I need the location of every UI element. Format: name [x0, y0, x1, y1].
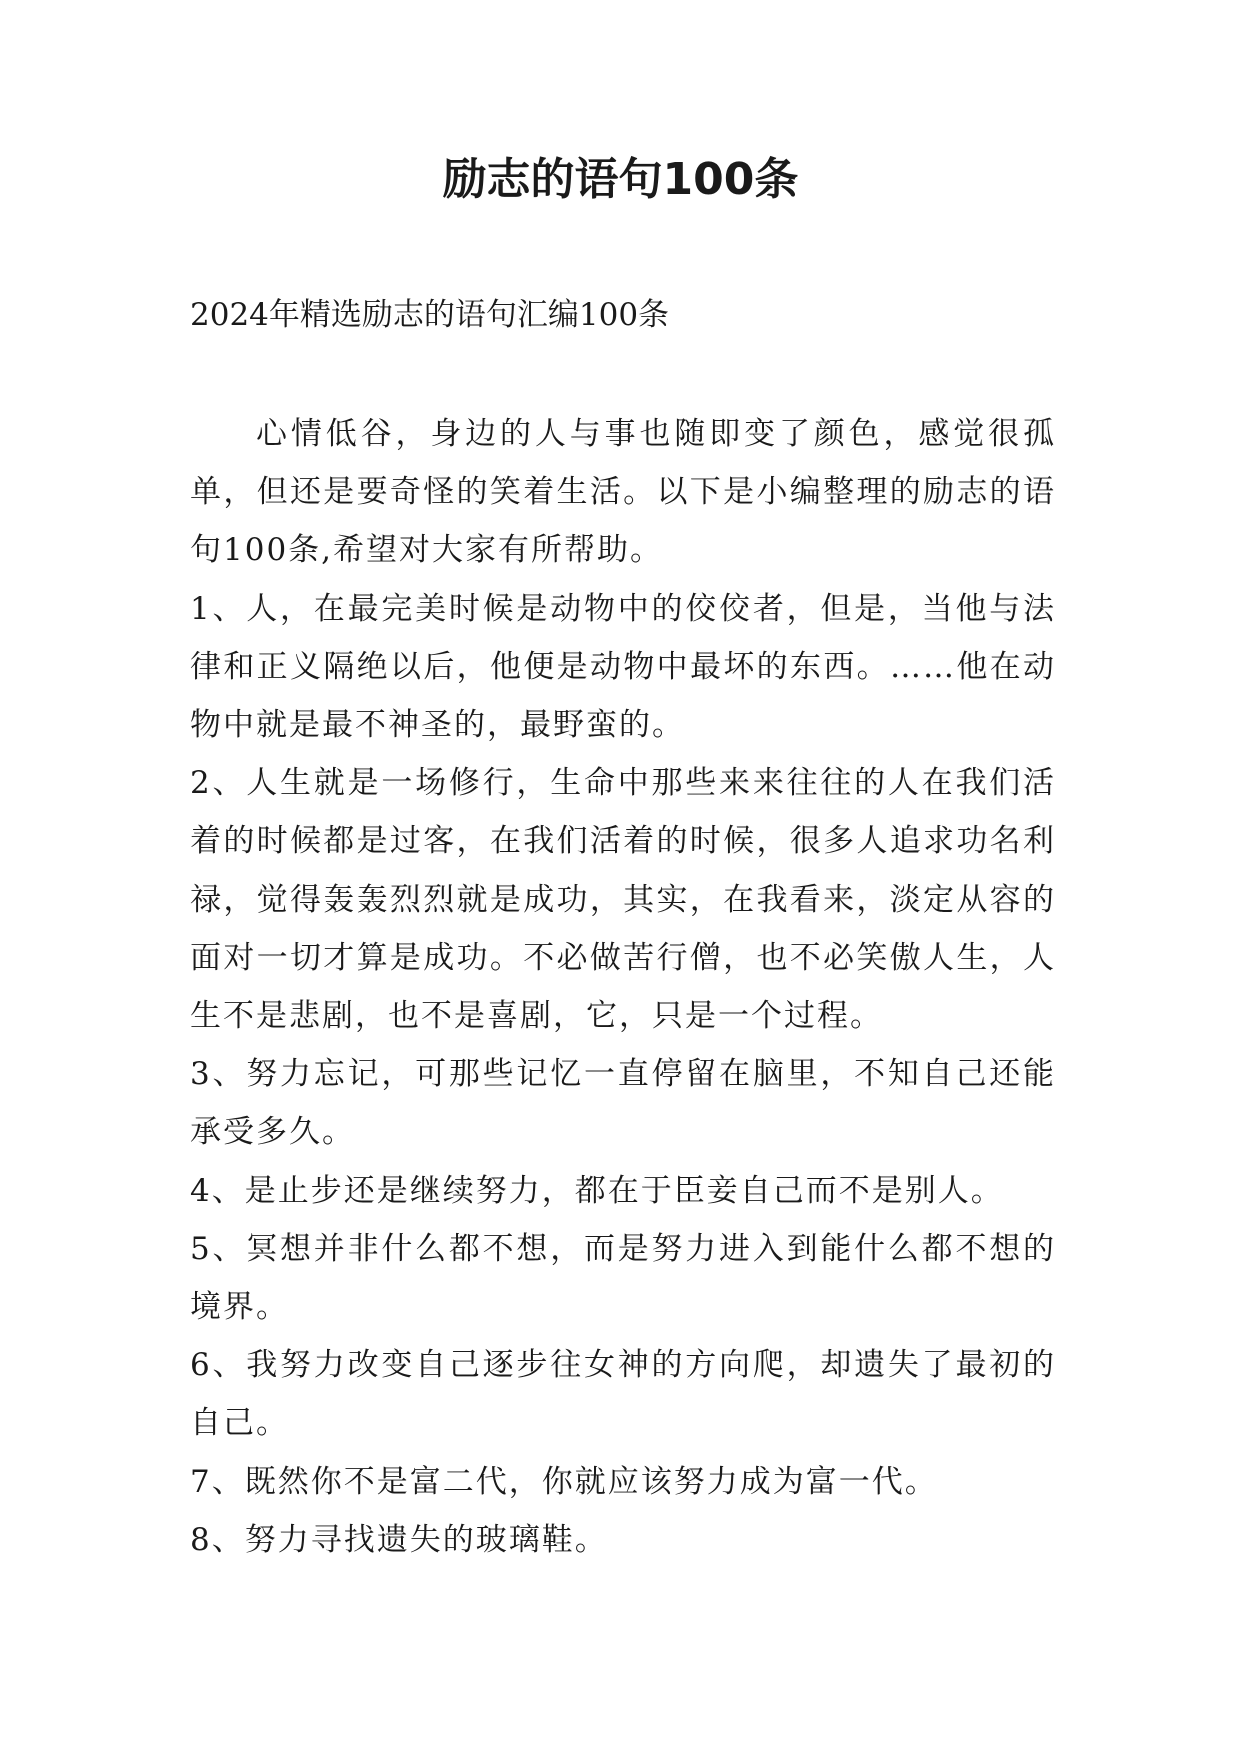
intro-paragraph: 心情低谷，身边的人与事也随即变了颜色，感觉很孤单，但还是要奇怪的笑着生活。以下是小编整理的励志的语句100条,希望对大家有所帮助。	[190, 416, 1056, 569]
list-item: 2、人生就是一场修行，生命中那些来来往往的人在我们活着的时候都是过客，在我们活着的时候，很多人追求功名利禄，觉得轰轰烈烈就是成功，其实，在我看来，淡定从容的面对一切才算是成功。不必做苦行僧，也不必笑傲人生，人生不是悲剧，也不是喜剧，它，只是一个过程。	[190, 765, 1056, 1035]
document-title: 励志的语句100条	[442, 154, 799, 205]
list-item: 6、我努力改变自己逐步往女神的方向爬，却遗失了最初的自己。	[190, 1347, 1056, 1442]
list-item: 8、努力寻找遗失的玻璃鞋。	[190, 1521, 608, 1558]
document-subtitle: 2024年精选励志的语句汇编100条	[190, 297, 670, 333]
list-item: 4、是止步还是继续努力，都在于臣妾自己而不是别人。	[190, 1172, 1004, 1209]
list-item: 1、人，在最完美时候是动物中的佼佼者，但是，当他与法律和正义隔绝以后，他便是动物中最坏的东西。……他在动物中就是最不神圣的，最野蛮的。	[190, 590, 1056, 744]
document-body	[190, 405, 1056, 1569]
list-item: 5、冥想并非什么都不想，而是努力进入到能什么都不想的境界。	[190, 1230, 1056, 1326]
list-item: 7、既然你不是富二代，你就应该努力成为富一代。	[190, 1463, 938, 1500]
list-item: 3、努力忘记，可那些记忆一直停留在脑里，不知自己还能承受多久。	[190, 1056, 1056, 1151]
